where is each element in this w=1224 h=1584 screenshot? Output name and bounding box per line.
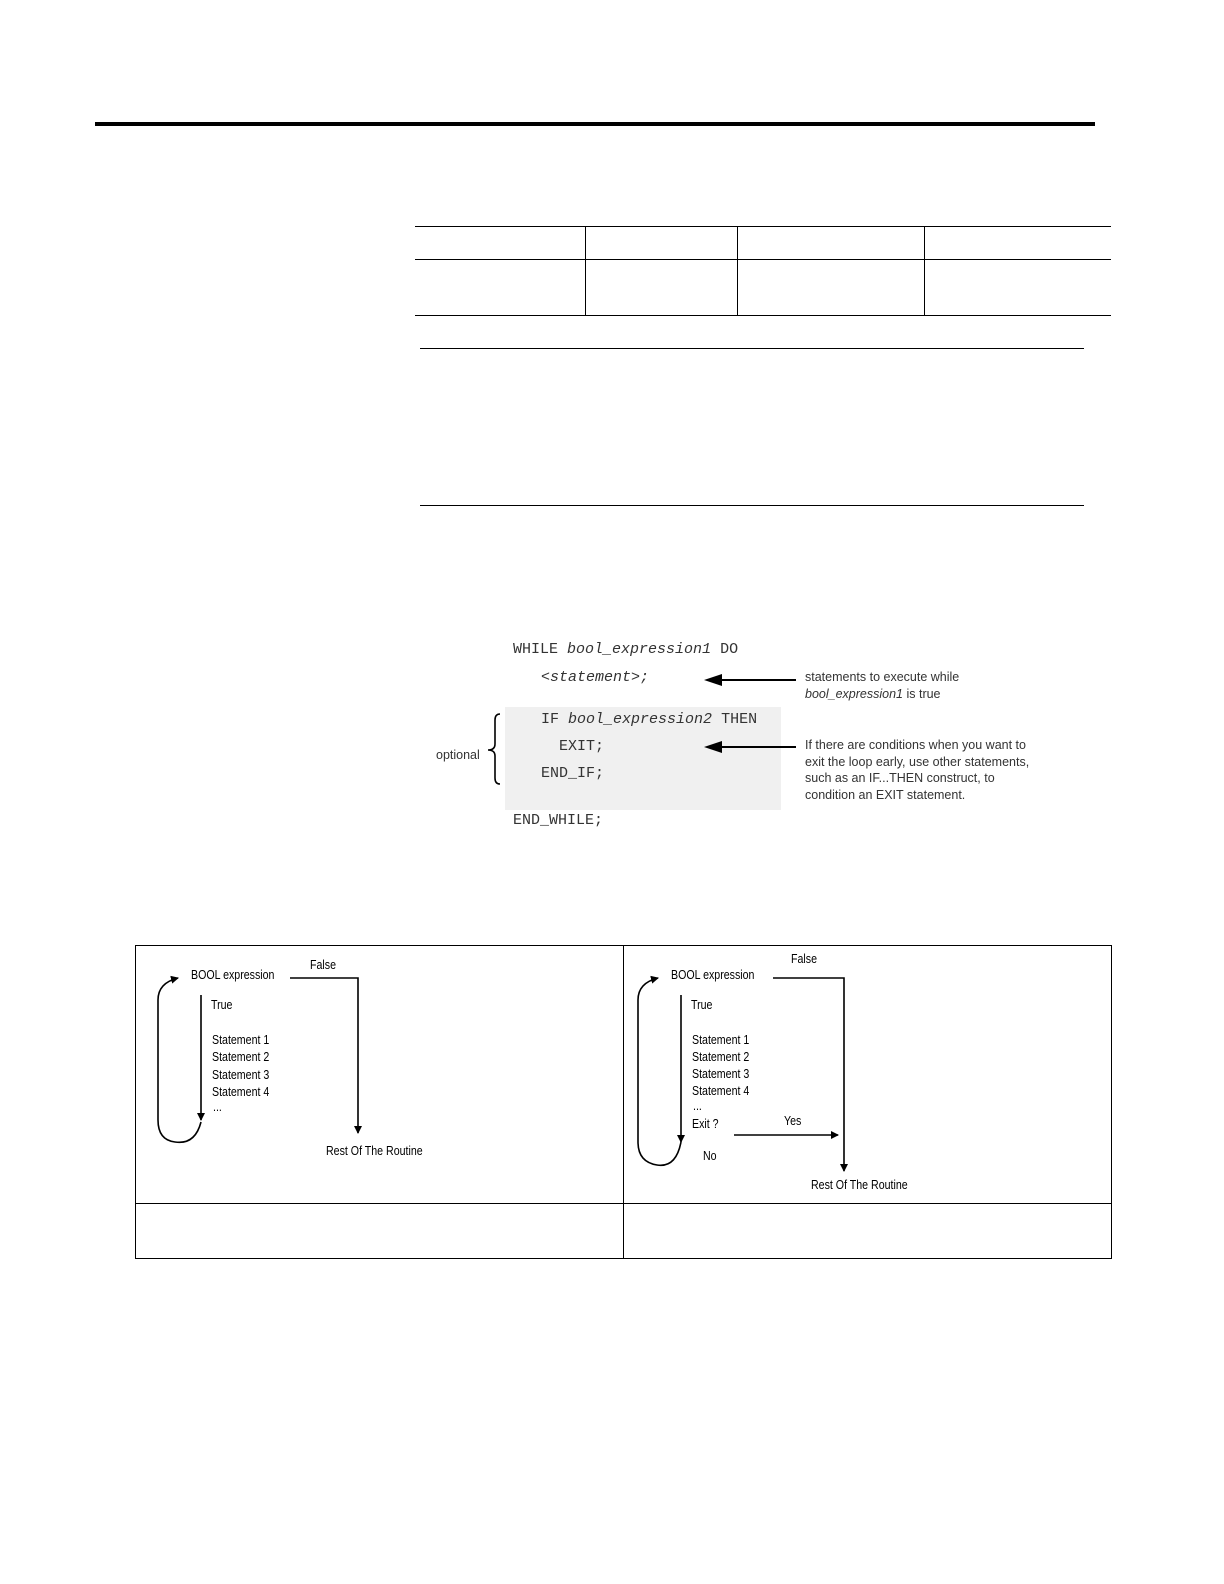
- right-exit-question: Exit ?: [692, 1117, 719, 1131]
- syntax-statement-line: <statement>;: [541, 669, 650, 686]
- left-statement: Statement 1: [212, 1033, 270, 1047]
- left-true-label: True: [211, 998, 233, 1012]
- syntax-endif-line: END_IF;: [541, 765, 605, 782]
- right-yes-label: Yes: [784, 1114, 802, 1128]
- left-statement: Statement 3: [212, 1068, 270, 1082]
- annotation-exit-line: such as an IF...THEN construct, to: [805, 771, 995, 785]
- syntax-while-line: WHILE bool_expression1 DO: [513, 641, 739, 658]
- right-false-label: False: [791, 952, 817, 966]
- right-no-label: No: [703, 1149, 717, 1163]
- left-bool-expression: BOOL expression: [191, 968, 275, 982]
- right-rest-of-routine: Rest Of The Routine: [811, 1178, 908, 1192]
- syntax-exit-line: EXIT;: [559, 738, 605, 755]
- left-statement: Statement 4: [212, 1085, 270, 1099]
- right-loop-back-arrow: [638, 978, 681, 1165]
- right-false-arrow: [773, 978, 844, 1171]
- annotation-statements-line2: bool_expression1 is true: [805, 686, 941, 701]
- left-ellipsis: ...: [213, 1100, 222, 1114]
- right-bool-expression: BOOL expression: [671, 968, 755, 982]
- right-statement: Statement 2: [692, 1050, 750, 1064]
- optional-label: optional: [436, 748, 480, 762]
- right-statement: Statement 3: [692, 1067, 750, 1081]
- left-loop-back-arrow: [158, 978, 201, 1142]
- syntax-if-line: IF bool_expression2 THEN: [541, 711, 758, 728]
- right-ellipsis: ...: [693, 1099, 702, 1113]
- left-false-label: False: [310, 958, 336, 972]
- left-false-arrow: [290, 978, 358, 1133]
- right-statement: Statement 1: [692, 1033, 750, 1047]
- syntax-endwhile-line: END_WHILE;: [513, 812, 604, 829]
- annotation-exit-line: If there are conditions when you want to: [805, 738, 1026, 752]
- annotation-statements-line1: statements to execute while: [805, 670, 960, 684]
- right-statement: Statement 4: [692, 1084, 750, 1098]
- annotation-exit-line: exit the loop early, use other statements,: [805, 754, 1030, 769]
- annotation-exit-line: condition an EXIT statement.: [805, 787, 966, 802]
- left-rest-of-routine: Rest Of The Routine: [326, 1144, 423, 1158]
- right-true-label: True: [691, 998, 713, 1012]
- left-statement: Statement 2: [212, 1050, 270, 1064]
